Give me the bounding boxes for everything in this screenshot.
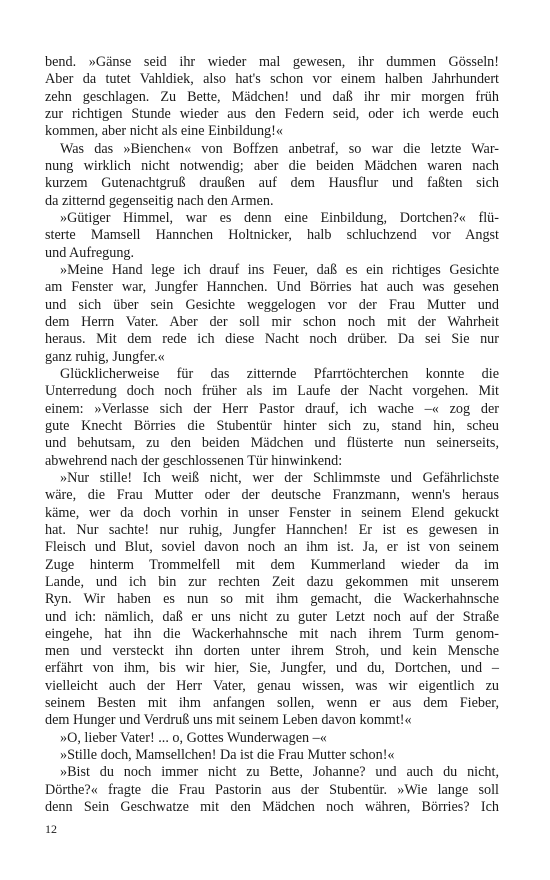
text-line: Fleisch und Blut, soviel davon noch an ihm ist. Ja, er ist von seinem — [45, 539, 499, 556]
text-line: vielleicht auch der Herr Vater, genau wissen, was wir eigentlich zu — [45, 677, 499, 694]
text-line: eingehe, hat ihn die Wackerhahnsche mit nach ihrem Turm genom- — [45, 625, 499, 642]
text-line: sterte Mamsell Hannchen Holtnicker, halb schluchzend vor Angst — [45, 227, 499, 244]
text-line: und behutsam, zu den beiden Mädchen und flüsterte nun seinerseits, — [45, 435, 499, 452]
text-line: nung wirklich nicht notwendig; aber die beiden Mädchen waren nach — [45, 157, 499, 174]
text-line: hat. Nur sachte! nur ruhig, Jungfer Hannchen! Er ist es gewesen in — [45, 521, 499, 538]
text-line: Dörthe?« fragte die Frau Pastorin aus der Stubentür. »Wie lange soll — [45, 781, 499, 798]
text-line: kommen, aber nicht als eine Einbildung!« — [45, 123, 283, 140]
text-line: erfährt von ihm, bis wir hier, Sie, Jungfer, und du, Dortchen, und – — [45, 660, 499, 677]
text-line: »Meine Hand lege ich drauf ins Feuer, daß es ein richtiges Gesichte — [60, 261, 499, 278]
text-line: am Fenster war, Jungfer Hannchen. Und Börries hat auch was gesehen — [45, 279, 499, 296]
page-number: 12 — [45, 822, 57, 836]
text-line: Aber da tutet Vahldiek, also hat's schon vor einem halben Jahrhundert — [45, 71, 499, 88]
text-line: einem: »Verlasse sich der Herr Pastor drauf, ich wache –« zog der — [45, 400, 499, 417]
text-line: zehn geschlagen. Zu Bette, Mädchen! und daß ihr mir morgen früh — [45, 88, 499, 105]
text-line: »Nur stille! Ich weiß nicht, wer der Schlimmste und Gefährlichste — [60, 469, 499, 486]
text-line: men und versteckt ihn dorten unter ihrem Stroh, und kein Mensche — [45, 643, 499, 660]
text-line: »Stille doch, Mamsellchen! Da ist die Frau Mutter schon!« — [60, 747, 395, 764]
text-line: »O, lieber Vater! ... o, Gottes Wunderwagen –« — [60, 729, 327, 746]
text-line: »Bist du noch immer nicht zu Bette, Johanne? und auch du nicht, — [60, 764, 499, 781]
text-line: wäre, die Frau Mutter oder der deutsche Franzmann, wenn's heraus — [45, 487, 499, 504]
text-line: dem Hunger und Verdruß uns mit seinem Leben davon kommt!« — [45, 712, 412, 729]
text-line: käme, wer da doch vorhin in unser Fenster in seinem Elend gekuckt — [45, 504, 499, 521]
text-line: heraus. Mit dem rede ich diese Nacht noch drüber. Da sei Sie nur — [45, 331, 499, 348]
text-line: Glücklicherweise für das zitternde Pfarrtöchterchen konnte die — [60, 365, 499, 382]
text-line: »Gütiger Himmel, war es denn eine Einbildung, Dortchen?« flü- — [60, 209, 499, 226]
body-text — [45, 54, 499, 816]
text-line: Ryn. Wir haben es nun so mit ihm gemacht, die Wackerhahnsche — [45, 591, 499, 608]
text-line: denn Sein Geschwatze mit den Mädchen noch währen, Börries? Ich — [45, 799, 499, 816]
text-line: kurzem Gutenachtgruß draußen auf dem Hausflur und faßten sich — [45, 175, 499, 192]
text-line: abwehrend nach der geschlossenen Tür hinwinkend: — [45, 452, 343, 469]
text-line: seinem Besten mit ihm anfangen sollen, wenn er aus dem Fieber, — [45, 695, 499, 712]
text-line: und Aufregung. — [45, 244, 135, 261]
text-line: und ich: nämlich, daß er uns nicht zu guter Letzt noch auf der Straße — [45, 608, 499, 625]
text-line: Lande, und ich bin zur rechten Zeit dazu gekommen mit unserem — [45, 573, 499, 590]
text-line: Was das »Bienchen« von Boffzen anbetraf, so war die letzte War- — [60, 140, 499, 157]
text-line: Zuge hinterm Trommelfell mit dem Kummerland wieder da im — [45, 556, 499, 573]
text-line: und sich über sein Gesichte weggelogen vor der Frau Mutter und — [45, 296, 499, 313]
text-line: bend. »Gänse seid ihr wieder mal gewesen, ihr dummen Gösseln! — [45, 54, 499, 70]
text-line: dem Herrn Vater. Aber der soll mir schon noch mit der Wahrheit — [45, 313, 499, 330]
text-line: Unterredung doch noch früher als im Laufe der Nacht vorgehen. Mit — [45, 383, 499, 400]
text-line: ganz ruhig, Jungfer.« — [45, 348, 165, 365]
text-line: gute Knecht Börries die Stubentür hinter sich zu, stand hin, scheu — [45, 417, 499, 434]
text-line: zur richtigen Stunde wieder aus den Federn seid, oder ich werde euch — [45, 105, 499, 122]
text-line: da zitternd gegenseitig nach den Armen. — [45, 192, 274, 209]
